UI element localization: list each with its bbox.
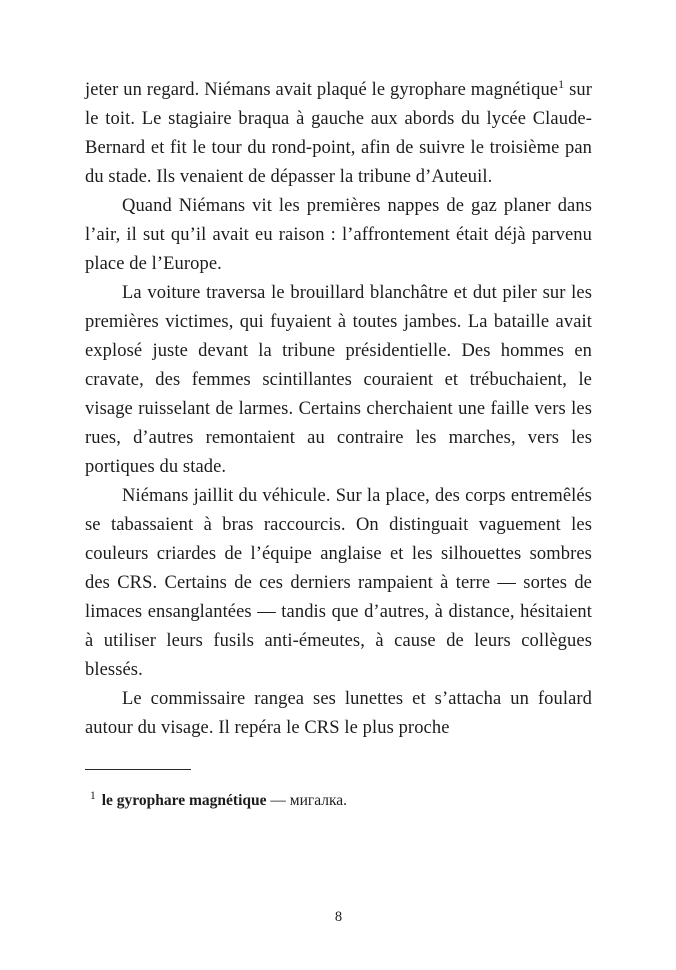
paragraph-5: Le commissaire rangea ses lunettes et s’attacha un foulard autour du visage. Il repéra le CRS le plus proche bbox=[85, 689, 592, 738]
page-number: 8 bbox=[334, 909, 343, 925]
paragraph-1-pre: jeter un regard. Niémans avait plaqué le gyrophare magnétique bbox=[85, 80, 559, 100]
paragraph-2: Quand Niémans vit les premières nappes de gaz planer dans l’air, il sut qu’il avait eu raison : l’affrontement était déjà parvenu place de l’Europe. bbox=[85, 196, 592, 274]
footnote-translation: — мигалка. bbox=[266, 792, 348, 809]
footnote-separator-rule bbox=[85, 769, 191, 770]
footnote-marker: 1 bbox=[90, 789, 96, 802]
footnote-block bbox=[85, 769, 592, 812]
paragraph-continuation bbox=[85, 76, 592, 192]
footnote-reference-1: 1 bbox=[558, 76, 565, 91]
body-text bbox=[85, 76, 592, 743]
paragraph-3: La voiture traversa le brouillard blanchâtre et dut piler sur les premières victimes, qui fuyaient à toutes jambes. La bataille avait explosé juste devant la tribune présidentielle. Des hommes en cravate, des femmes scintillantes couraient et trébuchaient, le visage ruisselant de larmes. Certains cherchaient une faille vers les rues, d’autres remontaient au contraire les marches, vers les portiques du stade. bbox=[85, 283, 592, 477]
footnote bbox=[85, 790, 592, 812]
paragraph-4: Niémans jaillit du véhicule. Sur la place, des corps entremêlés se tabassaient à bras raccourcis. On distinguait vaguement les couleurs criardes de l’équipe anglaise et les silhouettes sombres des CRS. Certains de ces derniers rampaient à terre — sortes de limaces ensanglantées — tandis que d’autres, à distance, hésitaient à utiliser leurs fusils anti-émeutes, à cause de leurs collègues blessés. bbox=[85, 486, 592, 680]
paragraph-1-post: sur le toit. Le stagiaire braqua à gauche aux abords du lycée Claude-Bernard et fit le tour du rond-point, afin de suivre le troisième pan du stade. Ils venaient de dépasser la tribune d’Auteuil. bbox=[85, 80, 592, 187]
footnote-term: le gyrophare magnétique bbox=[101, 792, 267, 809]
